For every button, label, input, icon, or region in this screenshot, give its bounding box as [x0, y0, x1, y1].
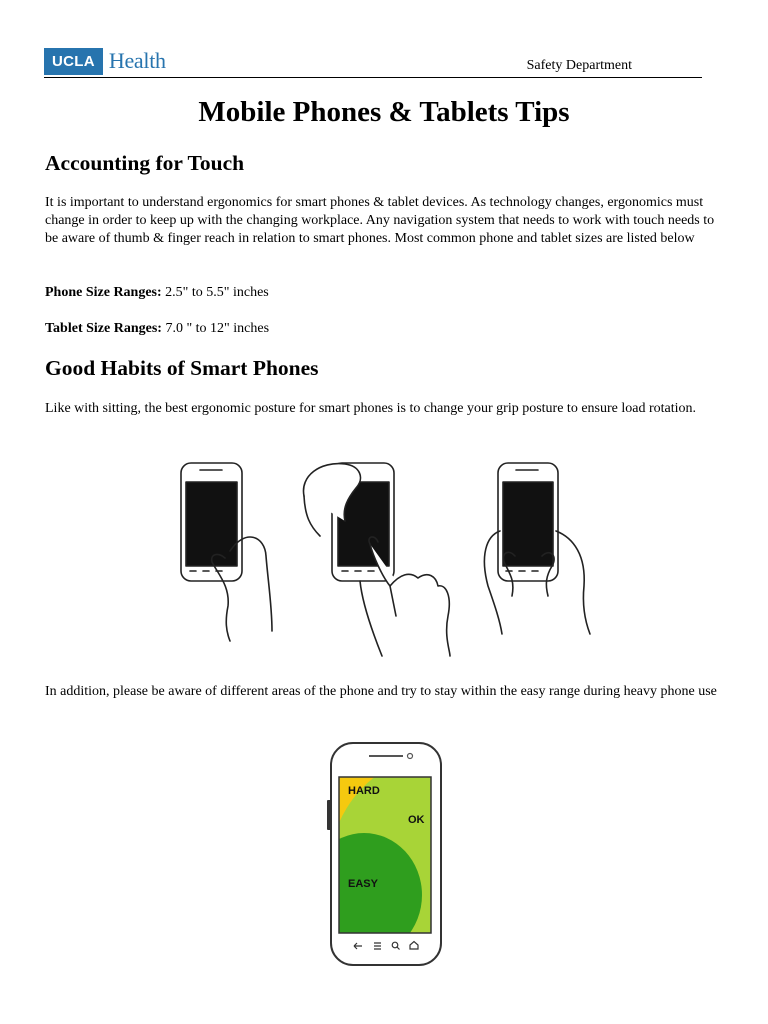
section-heading-accounting: Accounting for Touch	[45, 151, 245, 175]
page-title: Mobile Phones & Tablets Tips	[198, 96, 570, 128]
section-heading-habits: Good Habits of Smart Phones	[45, 356, 319, 380]
phone-one-thumb-drawing	[181, 463, 272, 641]
label-ok: OK	[408, 814, 425, 826]
section-paragraph-habits: Like with sitting, the best ergonomic posture for smart phones is to change your grip posture to ensure load rotation.	[45, 401, 696, 416]
department-label: Safety Department	[526, 58, 632, 73]
ucla-health-logo	[44, 47, 166, 75]
phone-size-label: Phone Size Ranges:	[45, 285, 162, 300]
page-header	[44, 44, 702, 78]
label-easy: EASY	[348, 878, 378, 890]
section-paragraph-areas: In addition, please be aware of different areas of the phone and try to stay within the easy range during heavy phone use	[45, 684, 717, 699]
phone-size-value: 2.5" to 5.5" inches	[161, 285, 269, 300]
tablet-size-value: 7.0 " to 12" inches	[161, 321, 270, 336]
phone-two-thumbs-drawing	[484, 463, 590, 634]
logo-text: Health	[108, 48, 166, 73]
phone-index-finger-drawing	[303, 463, 450, 656]
tablet-size-line	[45, 320, 725, 338]
tablet-size-label: Tablet Size Ranges:	[45, 321, 162, 336]
phone-size-line	[45, 284, 725, 302]
logo-box: UCLA	[44, 48, 103, 75]
hand-grip-illustrations	[170, 456, 600, 661]
section-paragraph-accounting: It is important to understand ergonomics for smart phones & tablet devices. As technology changes, ergonomics must change in order to keep up with the changing workplace. Any navigation system that needs to work with touch needs to be aware of thumb & finger reach in relation to smart phones. Most common phone and tablet sizes are listed below	[45, 195, 715, 246]
phone-zone-diagram	[326, 740, 446, 970]
label-hard: HARD	[348, 785, 380, 797]
